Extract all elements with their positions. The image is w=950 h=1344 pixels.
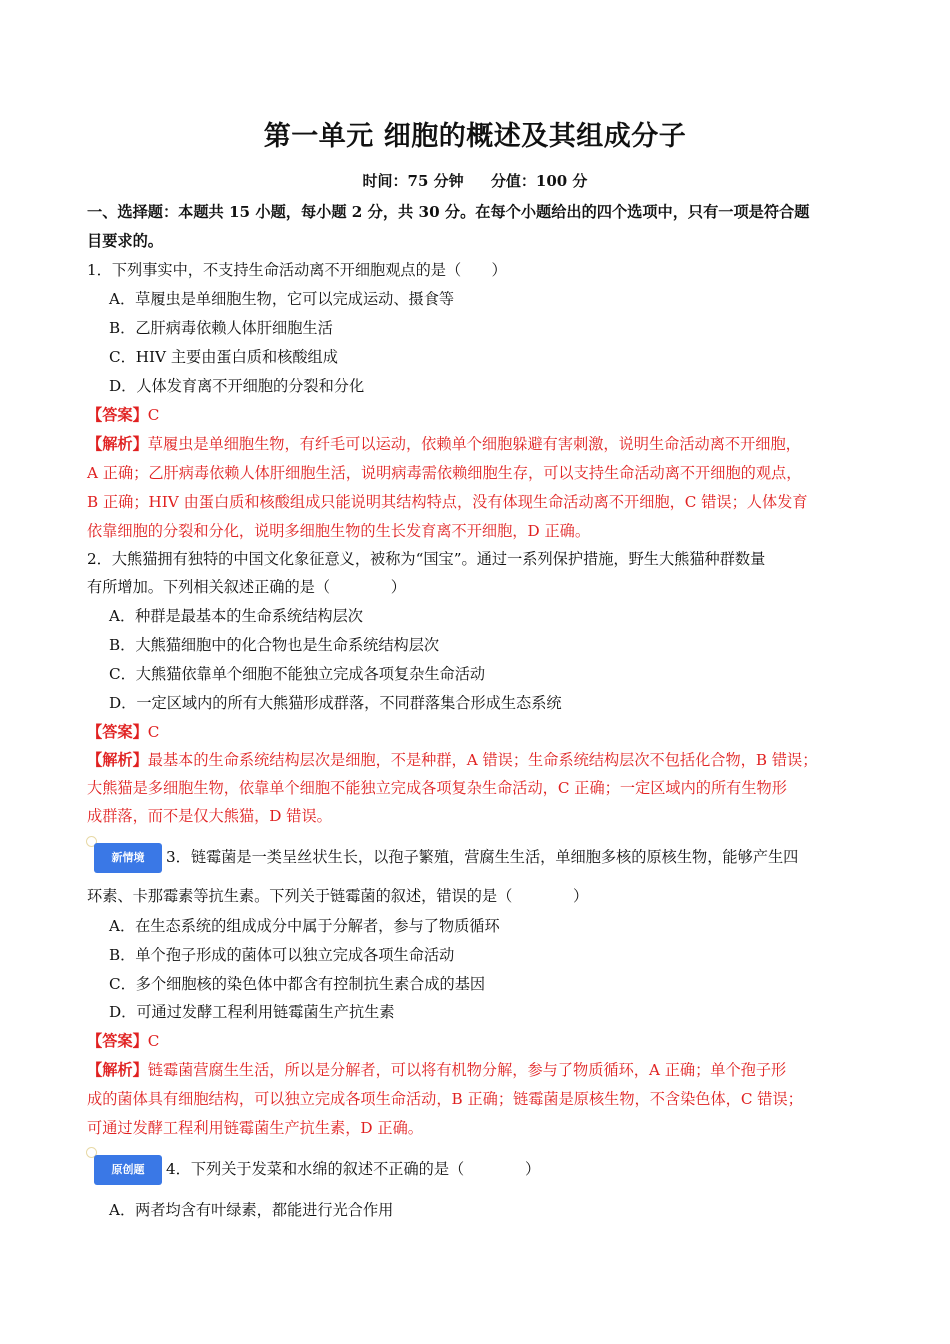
q2-answer-value: C xyxy=(147,723,160,741)
exam-meta xyxy=(0,170,950,191)
exam-score: 分值：100 分 xyxy=(490,172,588,190)
q1-option-d: D．人体发育离不开细胞的分裂和分化 xyxy=(109,377,365,395)
q3-stem-2: 环素、卡那霉素等抗生素。下列关于链霉菌的叙述，错误的是（ ） xyxy=(87,887,589,905)
q1-answer xyxy=(87,401,877,430)
q3-analysis xyxy=(87,1056,877,1085)
exam-time: 时间：75 分钟 xyxy=(362,172,464,190)
q1-option-c: C．HIV 主要由蛋白质和核酸组成 xyxy=(109,348,338,366)
q3-badge: 新情境 xyxy=(94,843,162,873)
section-heading: 一、选择题：本题共 15 小题，每小题 2 分，共 30 分。在每个小题给出的四个选项中，只有一项是符合题 xyxy=(87,203,810,221)
q4-option-a: A．两者均含有叶绿素，都能进行光合作用 xyxy=(109,1201,394,1219)
q2-option-d: D．一定区域内的所有大熊猫形成群落，不同群落集合形成生态系统 xyxy=(109,694,562,712)
q3-answer-value: C xyxy=(147,1032,160,1050)
q3-stem-1: 3．链霉菌是一类呈丝状生长，以孢子繁殖，营腐生生活，单细胞多核的原核生物，能够产生四 xyxy=(166,848,799,866)
section-heading-cont: 目要求的。 xyxy=(87,232,163,250)
q3-option-c: C．多个细胞核的染色体中都含有控制抗生素合成的基因 xyxy=(109,975,486,993)
q3-analysis-text-3: 可通过发酵工程利用链霉菌生产抗生素，D 正确。 xyxy=(87,1119,423,1137)
answer-label: 【答案】 xyxy=(87,1032,148,1050)
page-title: 第一单元 细胞的概述及其组成分子 xyxy=(263,121,687,152)
q3-option-a: A．在生态系统的组成成分中属于分解者，参与了物质循环 xyxy=(109,917,500,935)
q3-option-b: B．单个孢子形成的菌体可以独立完成各项生命活动 xyxy=(109,946,455,964)
q1-analysis xyxy=(87,430,877,459)
q1-analysis-text-2: A 正确；乙肝病毒依赖人体肝细胞生活，说明病毒需依赖细胞生存，可以支持生命活动离不开细胞的观点， xyxy=(87,464,802,482)
q1-option-a: A．草履虫是单细胞生物，它可以完成运动、摄食等 xyxy=(109,290,455,308)
q1-analysis-text-4: 依靠细胞的分裂和分化，说明多细胞生物的生长发育离不开细胞，D 正确。 xyxy=(87,522,591,540)
q2-option-c: C．大熊猫依靠单个细胞不能独立完成各项复杂生命活动 xyxy=(109,665,486,683)
q2-analysis-text-3: 成群落，而不是仅大熊猫，D 错误。 xyxy=(87,807,332,825)
q2-stem-1: 2．大熊猫拥有独特的中国文化象征意义，被称为“国宝”。通过一系列保护措施，野生大熊猫种群数量 xyxy=(87,550,766,568)
q2-stem-2: 有所增加。下列相关叙述正确的是（ ） xyxy=(87,578,406,596)
q2-option-a: A．种群是最基本的生命系统结构层次 xyxy=(109,607,363,625)
q2-option-b: B．大熊猫细胞中的化合物也是生命系统结构层次 xyxy=(109,636,440,654)
answer-label: 【答案】 xyxy=(87,723,148,741)
q2-answer xyxy=(87,718,877,747)
analysis-label: 【解析】 xyxy=(87,435,148,453)
q1-option-b: B．乙肝病毒依赖人体肝细胞生活 xyxy=(109,319,333,337)
q3-option-d: D．可通过发酵工程利用链霉菌生产抗生素 xyxy=(109,1003,395,1021)
q1-analysis-text-3: B 正确；HIV 由蛋白质和核酸组成只能说明其结构特点，没有体现生命活动离不开细胞，C 错误；人体发育 xyxy=(87,493,808,511)
q2-analysis-text-2: 大熊猫是多细胞生物，依靠单个细胞不能独立完成各项复杂生命活动，C 正确；一定区域内的所有生物形 xyxy=(87,779,787,797)
q1-analysis-text-1: 草履虫是单细胞生物，有纤毛可以运动，依赖单个细胞躲避有害刺激，说明生命活动离不开细胞， xyxy=(147,435,801,453)
q2-analysis xyxy=(87,746,877,775)
q4-badge: 原创题 xyxy=(94,1155,162,1185)
q1-answer-value: C xyxy=(147,406,160,424)
q1-stem: 1．下列事实中，不支持生命活动离不开细胞观点的是（ ） xyxy=(87,261,507,279)
analysis-label: 【解析】 xyxy=(87,1061,148,1079)
q3-answer xyxy=(87,1027,877,1056)
q3-analysis-text-2: 成的菌体具有细胞结构，可以独立完成各项生命活动，B 正确；链霉菌是原核生物，不含染色体，C 错误； xyxy=(87,1090,803,1108)
q4-stem: 4．下列关于发菜和水绵的叙述不正确的是（ ） xyxy=(166,1160,541,1178)
q2-analysis-text-1: 最基本的生命系统结构层次是细胞，不是种群，A 错误；生命系统结构层次不包括化合物，B 错误； xyxy=(147,751,818,769)
analysis-label: 【解析】 xyxy=(87,751,148,769)
q3-analysis-text-1: 链霉菌营腐生生活，所以是分解者，可以将有机物分解，参与了物质循环，A 正确；单个孢子形 xyxy=(147,1061,787,1079)
answer-label: 【答案】 xyxy=(87,406,148,424)
